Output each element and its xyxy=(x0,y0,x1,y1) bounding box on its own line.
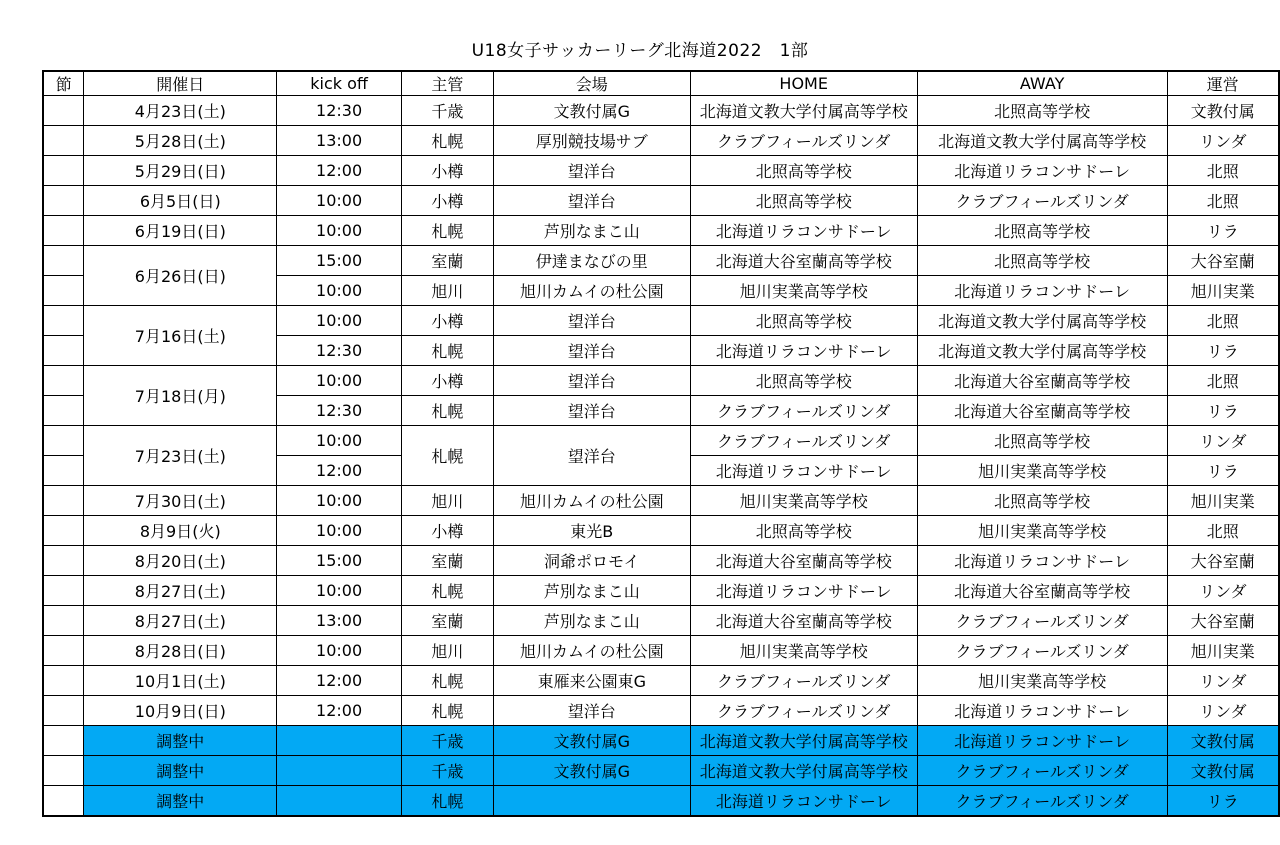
venue-cell: 東雁来公園東G xyxy=(493,666,690,696)
home-cell: 旭川実業高等学校 xyxy=(690,276,917,306)
date-cell: 8月9日(火) xyxy=(84,516,277,546)
away-cell: 北照高等学校 xyxy=(917,426,1167,456)
operation-cell: 北照 xyxy=(1167,306,1279,336)
kickoff-cell: 13:00 xyxy=(277,126,402,156)
section-cell xyxy=(43,216,84,246)
kickoff-cell: 12:00 xyxy=(277,456,402,486)
away-cell: 北海道リラコンサドーレ xyxy=(917,546,1167,576)
table-row xyxy=(43,366,1279,396)
host-cell: 札幌 xyxy=(402,126,494,156)
host-cell: 札幌 xyxy=(402,696,494,726)
home-cell: 旭川実業高等学校 xyxy=(690,636,917,666)
venue-cell: 旭川カムイの杜公園 xyxy=(493,636,690,666)
operation-cell: 大谷室蘭 xyxy=(1167,246,1279,276)
home-cell: クラブフィールズリンダ xyxy=(690,426,917,456)
home-cell: 北海道文教大学付属高等学校 xyxy=(690,726,917,756)
table-row xyxy=(43,576,1279,606)
away-cell: 北照高等学校 xyxy=(917,96,1167,126)
operation-cell: 旭川実業 xyxy=(1167,276,1279,306)
kickoff-cell: 12:30 xyxy=(277,96,402,126)
kickoff-cell: 12:30 xyxy=(277,396,402,426)
operation-cell: 文教付属 xyxy=(1167,756,1279,786)
date-cell: 5月28日(土) xyxy=(84,126,277,156)
section-cell xyxy=(43,786,84,817)
operation-cell: リンダ xyxy=(1167,126,1279,156)
table-row-pending xyxy=(43,726,1279,756)
section-cell xyxy=(43,186,84,216)
kickoff-cell xyxy=(277,786,402,817)
venue-cell: 望洋台 xyxy=(493,396,690,426)
host-cell: 旭川 xyxy=(402,636,494,666)
table-row xyxy=(43,516,1279,546)
host-cell: 札幌 xyxy=(402,786,494,817)
section-cell xyxy=(43,756,84,786)
home-cell: 北海道文教大学付属高等学校 xyxy=(690,756,917,786)
header-venue: 会場 xyxy=(493,71,690,96)
section-cell xyxy=(43,516,84,546)
home-cell: 北海道リラコンサドーレ xyxy=(690,336,917,366)
host-cell: 小樽 xyxy=(402,186,494,216)
operation-cell: リラ xyxy=(1167,456,1279,486)
kickoff-cell xyxy=(277,756,402,786)
header-home: HOME xyxy=(690,71,917,96)
table-row xyxy=(43,696,1279,726)
operation-cell: 北照 xyxy=(1167,156,1279,186)
operation-cell: 大谷室蘭 xyxy=(1167,606,1279,636)
section-cell xyxy=(43,96,84,126)
kickoff-cell: 10:00 xyxy=(277,306,402,336)
date-cell: 5月29日(日) xyxy=(84,156,277,186)
table-row xyxy=(43,186,1279,216)
host-cell: 小樽 xyxy=(402,306,494,336)
operation-cell: 文教付属 xyxy=(1167,726,1279,756)
home-cell: 北海道大谷室蘭高等学校 xyxy=(690,546,917,576)
date-cell: 8月27日(土) xyxy=(84,606,277,636)
kickoff-cell: 10:00 xyxy=(277,516,402,546)
away-cell: 北海道文教大学付属高等学校 xyxy=(917,336,1167,366)
operation-cell: リラ xyxy=(1167,216,1279,246)
date-cell: 7月18日(月) xyxy=(84,366,277,426)
date-cell: 7月23日(土) xyxy=(84,426,277,486)
section-cell xyxy=(43,456,84,486)
host-cell: 室蘭 xyxy=(402,546,494,576)
header-kickoff: kick off xyxy=(277,71,402,96)
away-cell: クラブフィールズリンダ xyxy=(917,756,1167,786)
table-row-pending xyxy=(43,786,1279,817)
home-cell: 北海道リラコンサドーレ xyxy=(690,786,917,817)
header-section: 節 xyxy=(43,71,84,96)
table-row-pending xyxy=(43,756,1279,786)
home-cell: 旭川実業高等学校 xyxy=(690,486,917,516)
away-cell: クラブフィールズリンダ xyxy=(917,606,1167,636)
table-row xyxy=(43,636,1279,666)
date-cell: 調整中 xyxy=(84,756,277,786)
away-cell: 北海道大谷室蘭高等学校 xyxy=(917,576,1167,606)
host-cell: 小樽 xyxy=(402,156,494,186)
home-cell: 北照高等学校 xyxy=(690,516,917,546)
operation-cell: 北照 xyxy=(1167,186,1279,216)
home-cell: 北照高等学校 xyxy=(690,306,917,336)
table-row xyxy=(43,126,1279,156)
kickoff-cell: 10:00 xyxy=(277,276,402,306)
date-cell: 8月20日(土) xyxy=(84,546,277,576)
home-cell: 北照高等学校 xyxy=(690,156,917,186)
section-cell xyxy=(43,426,84,456)
venue-cell: 東光B xyxy=(493,516,690,546)
section-cell xyxy=(43,696,84,726)
kickoff-cell: 15:00 xyxy=(277,246,402,276)
header-host: 主管 xyxy=(402,71,494,96)
table-row xyxy=(43,156,1279,186)
operation-cell: リラ xyxy=(1167,786,1279,817)
venue-cell: 洞爺ポロモイ xyxy=(493,546,690,576)
venue-cell: 望洋台 xyxy=(493,696,690,726)
home-cell: 北照高等学校 xyxy=(690,366,917,396)
away-cell: クラブフィールズリンダ xyxy=(917,636,1167,666)
operation-cell: リンダ xyxy=(1167,576,1279,606)
home-cell: 北海道リラコンサドーレ xyxy=(690,456,917,486)
venue-cell: 芦別なまこ山 xyxy=(493,606,690,636)
operation-cell: 文教付属 xyxy=(1167,96,1279,126)
away-cell: クラブフィールズリンダ xyxy=(917,186,1167,216)
date-cell: 6月5日(日) xyxy=(84,186,277,216)
date-cell: 4月23日(土) xyxy=(84,96,277,126)
kickoff-cell xyxy=(277,726,402,756)
host-cell: 室蘭 xyxy=(402,246,494,276)
venue-cell xyxy=(493,786,690,817)
away-cell: 北海道文教大学付属高等学校 xyxy=(917,306,1167,336)
home-cell: クラブフィールズリンダ xyxy=(690,126,917,156)
venue-cell: 旭川カムイの杜公園 xyxy=(493,486,690,516)
operation-cell: リンダ xyxy=(1167,696,1279,726)
away-cell: 北照高等学校 xyxy=(917,216,1167,246)
table-row xyxy=(43,96,1279,126)
away-cell: 旭川実業高等学校 xyxy=(917,456,1167,486)
header-operation: 運営 xyxy=(1167,71,1279,96)
table-row xyxy=(43,546,1279,576)
date-cell: 7月30日(土) xyxy=(84,486,277,516)
date-cell: 6月19日(日) xyxy=(84,216,277,246)
section-cell xyxy=(43,366,84,396)
kickoff-cell: 12:30 xyxy=(277,336,402,366)
header-row xyxy=(43,71,1279,96)
table-row xyxy=(43,246,1279,276)
table-row xyxy=(43,486,1279,516)
venue-cell: 芦別なまこ山 xyxy=(493,576,690,606)
away-cell: 北海道リラコンサドーレ xyxy=(917,156,1167,186)
kickoff-cell: 10:00 xyxy=(277,216,402,246)
kickoff-cell: 15:00 xyxy=(277,546,402,576)
home-cell: 北海道リラコンサドーレ xyxy=(690,576,917,606)
section-cell xyxy=(43,276,84,306)
host-cell: 千歳 xyxy=(402,726,494,756)
operation-cell: 北照 xyxy=(1167,366,1279,396)
date-cell: 8月28日(日) xyxy=(84,636,277,666)
date-cell: 6月26日(日) xyxy=(84,246,277,306)
away-cell: クラブフィールズリンダ xyxy=(917,786,1167,817)
kickoff-cell: 10:00 xyxy=(277,576,402,606)
venue-cell: 望洋台 xyxy=(493,186,690,216)
venue-cell: 文教付属G xyxy=(493,726,690,756)
operation-cell: リンダ xyxy=(1167,426,1279,456)
venue-cell: 望洋台 xyxy=(493,336,690,366)
table-row xyxy=(43,306,1279,336)
kickoff-cell: 12:00 xyxy=(277,666,402,696)
table-row xyxy=(43,666,1279,696)
section-cell xyxy=(43,546,84,576)
section-cell xyxy=(43,486,84,516)
away-cell: 北照高等学校 xyxy=(917,486,1167,516)
date-cell: 8月27日(土) xyxy=(84,576,277,606)
away-cell: 北海道大谷室蘭高等学校 xyxy=(917,366,1167,396)
page-title: U18女子サッカーリーグ北海道2022 1部 xyxy=(471,41,809,61)
host-cell: 千歳 xyxy=(402,96,494,126)
date-cell: 10月1日(土) xyxy=(84,666,277,696)
host-cell: 旭川 xyxy=(402,276,494,306)
table-row xyxy=(43,426,1279,456)
host-cell: 札幌 xyxy=(402,666,494,696)
kickoff-cell: 13:00 xyxy=(277,606,402,636)
home-cell: 北海道リラコンサドーレ xyxy=(690,216,917,246)
operation-cell: 旭川実業 xyxy=(1167,486,1279,516)
away-cell: 旭川実業高等学校 xyxy=(917,516,1167,546)
operation-cell: 旭川実業 xyxy=(1167,636,1279,666)
away-cell: 北海道文教大学付属高等学校 xyxy=(917,126,1167,156)
host-cell: 小樽 xyxy=(402,516,494,546)
venue-cell: 厚別競技場サブ xyxy=(493,126,690,156)
operation-cell: 北照 xyxy=(1167,516,1279,546)
date-cell: 調整中 xyxy=(84,786,277,817)
host-cell: 札幌 xyxy=(402,576,494,606)
venue-cell: 望洋台 xyxy=(493,306,690,336)
host-cell: 室蘭 xyxy=(402,606,494,636)
section-cell xyxy=(43,576,84,606)
host-cell: 小樽 xyxy=(402,366,494,396)
section-cell xyxy=(43,666,84,696)
venue-cell: 望洋台 xyxy=(493,426,690,486)
operation-cell: リラ xyxy=(1167,396,1279,426)
date-cell: 10月9日(日) xyxy=(84,696,277,726)
venue-cell: 望洋台 xyxy=(493,156,690,186)
section-cell xyxy=(43,726,84,756)
kickoff-cell: 10:00 xyxy=(277,486,402,516)
home-cell: クラブフィールズリンダ xyxy=(690,396,917,426)
section-cell xyxy=(43,336,84,366)
kickoff-cell: 10:00 xyxy=(277,366,402,396)
home-cell: 北照高等学校 xyxy=(690,186,917,216)
host-cell: 札幌 xyxy=(402,336,494,366)
schedule-table xyxy=(42,70,1280,817)
venue-cell: 芦別なまこ山 xyxy=(493,216,690,246)
home-cell: 北海道文教大学付属高等学校 xyxy=(690,96,917,126)
section-cell xyxy=(43,306,84,336)
host-cell: 札幌 xyxy=(402,216,494,246)
venue-cell: 旭川カムイの杜公園 xyxy=(493,276,690,306)
section-cell xyxy=(43,606,84,636)
away-cell: 北海道大谷室蘭高等学校 xyxy=(917,396,1167,426)
venue-cell: 望洋台 xyxy=(493,366,690,396)
venue-cell: 伊達まなびの里 xyxy=(493,246,690,276)
host-cell: 札幌 xyxy=(402,426,494,486)
section-cell xyxy=(43,396,84,426)
kickoff-cell: 10:00 xyxy=(277,186,402,216)
table-row xyxy=(43,216,1279,246)
home-cell: クラブフィールズリンダ xyxy=(690,666,917,696)
operation-cell: リラ xyxy=(1167,336,1279,366)
host-cell: 旭川 xyxy=(402,486,494,516)
kickoff-cell: 12:00 xyxy=(277,156,402,186)
header-away: AWAY xyxy=(917,71,1167,96)
date-cell: 調整中 xyxy=(84,726,277,756)
kickoff-cell: 10:00 xyxy=(277,426,402,456)
home-cell: 北海道大谷室蘭高等学校 xyxy=(690,606,917,636)
away-cell: 北照高等学校 xyxy=(917,246,1167,276)
home-cell: クラブフィールズリンダ xyxy=(690,696,917,726)
date-cell: 7月16日(土) xyxy=(84,306,277,366)
away-cell: 旭川実業高等学校 xyxy=(917,666,1167,696)
venue-cell: 文教付属G xyxy=(493,96,690,126)
host-cell: 千歳 xyxy=(402,756,494,786)
away-cell: 北海道リラコンサドーレ xyxy=(917,276,1167,306)
kickoff-cell: 12:00 xyxy=(277,696,402,726)
host-cell: 札幌 xyxy=(402,396,494,426)
operation-cell: 大谷室蘭 xyxy=(1167,546,1279,576)
section-cell xyxy=(43,636,84,666)
table-row xyxy=(43,606,1279,636)
home-cell: 北海道大谷室蘭高等学校 xyxy=(690,246,917,276)
section-cell xyxy=(43,246,84,276)
venue-cell: 文教付属G xyxy=(493,756,690,786)
header-date: 開催日 xyxy=(84,71,277,96)
section-cell xyxy=(43,156,84,186)
kickoff-cell: 10:00 xyxy=(277,636,402,666)
operation-cell: リンダ xyxy=(1167,666,1279,696)
away-cell: 北海道リラコンサドーレ xyxy=(917,696,1167,726)
away-cell: 北海道リラコンサドーレ xyxy=(917,726,1167,756)
section-cell xyxy=(43,126,84,156)
